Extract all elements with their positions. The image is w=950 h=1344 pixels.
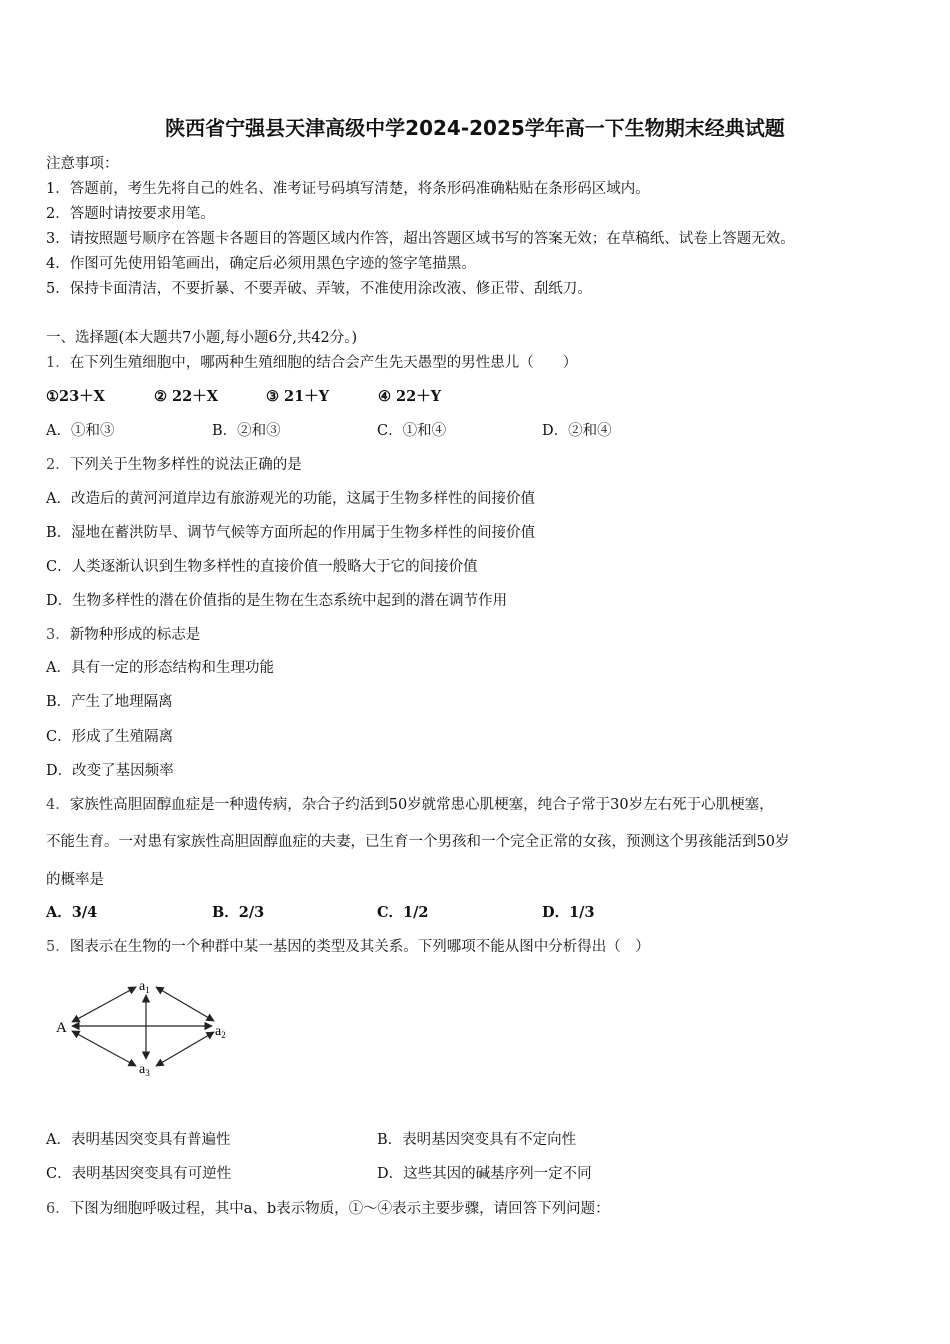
q4-option-a: A．3/4: [46, 904, 98, 921]
q1-cell-1: ①23＋X: [46, 388, 105, 405]
notice-item-4: 4．作图可先使用铅笔画出，确定后必须用黑色字迹的签字笔描黑。: [46, 256, 476, 272]
notice-item-3: 3．请按照题号顺序在答题卡各题目的答题区域内作答，超出答题区域书写的答案无效；在草稿纸、试卷上答题无效。: [46, 231, 795, 247]
diagram-label-a2: $a_2$: [215, 1024, 226, 1040]
q2-option-b: B．湿地在蓄洪防旱、调节气候等方面所起的作用属于生物多样性的间接价值: [46, 525, 536, 541]
q3-option-b: B．产生了地理隔离: [46, 694, 173, 710]
q1-option-d: D．②和④: [542, 423, 612, 439]
question-stem: 下列关于生物多样性的说法正确的是: [69, 457, 302, 473]
notice-heading: 注意事项：: [46, 156, 119, 172]
q4-option-c: C．1/2: [377, 904, 429, 921]
question-4: [46, 793, 774, 814]
q3-option-d: D．改变了基因频率: [46, 763, 174, 779]
question-number: 2．: [46, 457, 70, 473]
question-stem: 新物种形成的标志是: [69, 627, 201, 643]
question-4-line-2: 不能生育。一对患有家族性高胆固醇血症的夫妻，已生育一个男孩和一个完全正常的女孩，预测这个男孩能活到50岁: [46, 834, 790, 850]
q2-option-c: C．人类逐渐认识到生物多样性的直接价值一般略大于它的间接价值: [46, 559, 478, 575]
notice-item-5: 5．保持卡面清洁，不要折暴、不要弄破、弄皱，不准使用涂改液、修正带、刮纸刀。: [46, 281, 592, 297]
arrow-a1-a2: [156, 987, 214, 1021]
question-6: [46, 1197, 610, 1218]
q1-cell-4: ④ 22＋Y: [378, 388, 442, 405]
question-4-line-3: 的概率是: [46, 872, 104, 888]
question-1: [46, 351, 577, 372]
question-number: 5．: [46, 939, 70, 955]
question-stem: 在下列生殖细胞中，哪两种生殖细胞的结合会产生先天愚型的男性患儿（ ）: [69, 355, 578, 371]
q4-option-d: D．1/3: [542, 904, 595, 921]
question-stem-line-1: 家族性高胆固醇血症是一种遗传病，杂合子约活到50岁就常患心肌梗塞，纯合子常于30岁左右死于心肌梗塞，: [69, 797, 774, 813]
question-stem: 图表示在生物的一个种群中某一基因的类型及其关系。下列哪项不能从图中分析得出（ ）: [69, 939, 650, 955]
diagram-label-a1: $a_1$: [139, 979, 150, 995]
q1-cell-2: ② 22＋X: [154, 388, 218, 405]
q1-option-a: A．①和③: [46, 423, 115, 439]
q5-option-d: D．这些其因的碱基序列一定不同: [377, 1166, 592, 1182]
question-2: [46, 453, 302, 474]
gene-mutation-diagram: [50, 975, 250, 1085]
arrow-a3-a2: [156, 1032, 214, 1066]
arrow-A-a1: [72, 987, 136, 1022]
q1-option-b: B．②和③: [212, 423, 281, 439]
q2-option-a: A．改造后的黄河河道岸边有旅游观光的功能，这属于生物多样性的间接价值: [46, 491, 535, 507]
q1-cell-3: ③ 21＋Y: [266, 388, 330, 405]
question-number: 3．: [46, 627, 70, 643]
section-heading: 一、选择题(本大题共7小题,每小题6分,共42分。): [46, 330, 358, 346]
question-number: 1．: [46, 355, 70, 371]
arrow-A-a3: [72, 1031, 136, 1066]
diagram-label-A: A: [56, 1020, 67, 1036]
q1-option-c: C．①和④: [377, 423, 447, 439]
q2-option-d: D．生物多样性的潜在价值指的是生物在生态系统中起到的潜在调节作用: [46, 593, 508, 609]
notice-item-2: 2．答题时请按要求用笔。: [46, 206, 215, 222]
question-5: [46, 935, 650, 956]
notice-item-1: 1．答题前，考生先将自己的姓名、准考证号码填写清楚，将条形码准确粘贴在条形码区域内。: [46, 181, 650, 197]
question-stem: 下图为细胞呼吸过程，其中a、b表示物质，①～④表示主要步骤，请回答下列问题：: [69, 1201, 610, 1217]
question-number: 6．: [46, 1201, 70, 1217]
q4-option-b: B．2/3: [212, 904, 265, 921]
q3-option-a: A．具有一定的形态结构和生理功能: [46, 660, 274, 676]
diagram-label-a3: $a_3$: [139, 1062, 150, 1078]
q3-option-c: C．形成了生殖隔离: [46, 729, 174, 745]
q5-option-b: B．表明基因突变具有不定向性: [377, 1132, 577, 1148]
q5-option-a: A．表明基因突变具有普遍性: [46, 1132, 231, 1148]
question-number: 4．: [46, 797, 70, 813]
q5-option-c: C．表明基因突变具有可逆性: [46, 1166, 232, 1182]
question-3: [46, 623, 200, 644]
page-title: 陕西省宁强县天津高级中学2024-2025学年高一下生物期末经典试题: [165, 116, 785, 140]
